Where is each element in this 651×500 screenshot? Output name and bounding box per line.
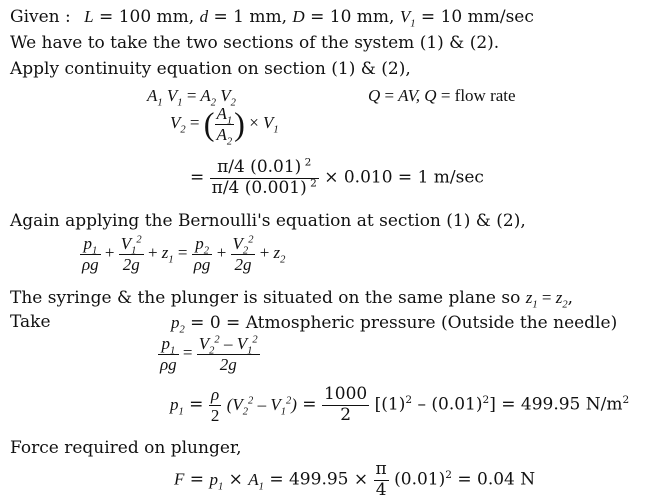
given-d: d <box>199 7 209 26</box>
atm-label: Atmospheric pressure (Outside the needle) <box>245 313 618 333</box>
flow-rate-equation: Q = AV, Q = flow rate <box>368 86 516 105</box>
v2-numeric: = $\frac{\pi/4 (0.01) ^2}{\pi/4 (0.001) ^2}$ × 0.010 = 1 m/sec <box>190 156 484 198</box>
continuity-equation: $A_1$ $V_1 = A_2$ $V_2$ <box>147 86 236 109</box>
p1-over-rhog: $\frac{p_1}{\rho g}$ = $\frac{V_2^2 - V_1^2}{2g}$ <box>160 334 258 374</box>
bernoulli-line: Again applying the Bernoulli's equation at section (1) & (2), <box>10 211 526 231</box>
take-label: Take <box>10 312 51 332</box>
p1-numeric: $p_1$ = $\frac{\rho}{2}$ $(V_2^2 - V_1^2)$ = $\frac{1000}{2}$ $[(1)^2 - (0.01)^2] = 499.95$ $N/m^2$ <box>170 384 630 425</box>
given-line: Given : L = 100 mm, d = 1 mm, D = 10 mm, $V_1 = 10$ mm/sec <box>10 7 534 30</box>
v2-fraction: $\frac{\pi/4 (0.01) ^2}{\pi/4 (0.001) ^2}$ <box>211 156 317 198</box>
flow-rate-label: flow rate <box>454 86 516 105</box>
sections-line: We have to take the two sections of the system (1) & (2). <box>10 33 500 53</box>
v2-formula: $V_2$ = ( $\frac{A_1}{A_2}$ ) × $V_1$ <box>170 104 279 147</box>
p2-line: $p_2 = 0$ = Atmospheric pressure (Outside the needle) <box>171 313 618 336</box>
same-plane-line: The syringe & the plunger is situated on the same plane so $z_1 = z_2$, <box>10 288 574 311</box>
bernoulli-equation: $\frac{p_1}{\rho g}$ + $\frac{V_1^2}{2g}$ + $z_1$ = $\frac{p_2}{\rho g}$ + $\frac{V_2^2}{2g}$ + $z_2$ <box>82 234 286 274</box>
v2-result: 0.010 = 1 m/sec <box>343 167 484 188</box>
continuity-line: Apply continuity equation on section (1) & (2), <box>10 59 411 79</box>
force-equation: $F = p_1 \times A_1 = 499.95$ × $\frac{\pi}{4}$ $(0.01)^2 = 0.04$ N <box>174 459 536 500</box>
given-D: D <box>292 7 305 26</box>
given-L: L <box>84 7 94 26</box>
given-label: Given : <box>10 7 71 27</box>
force-label: Force required on plunger, <box>10 438 242 458</box>
given-V1: $V_1$ <box>399 7 416 30</box>
given-V1-value: 10 mm/sec <box>440 7 534 27</box>
